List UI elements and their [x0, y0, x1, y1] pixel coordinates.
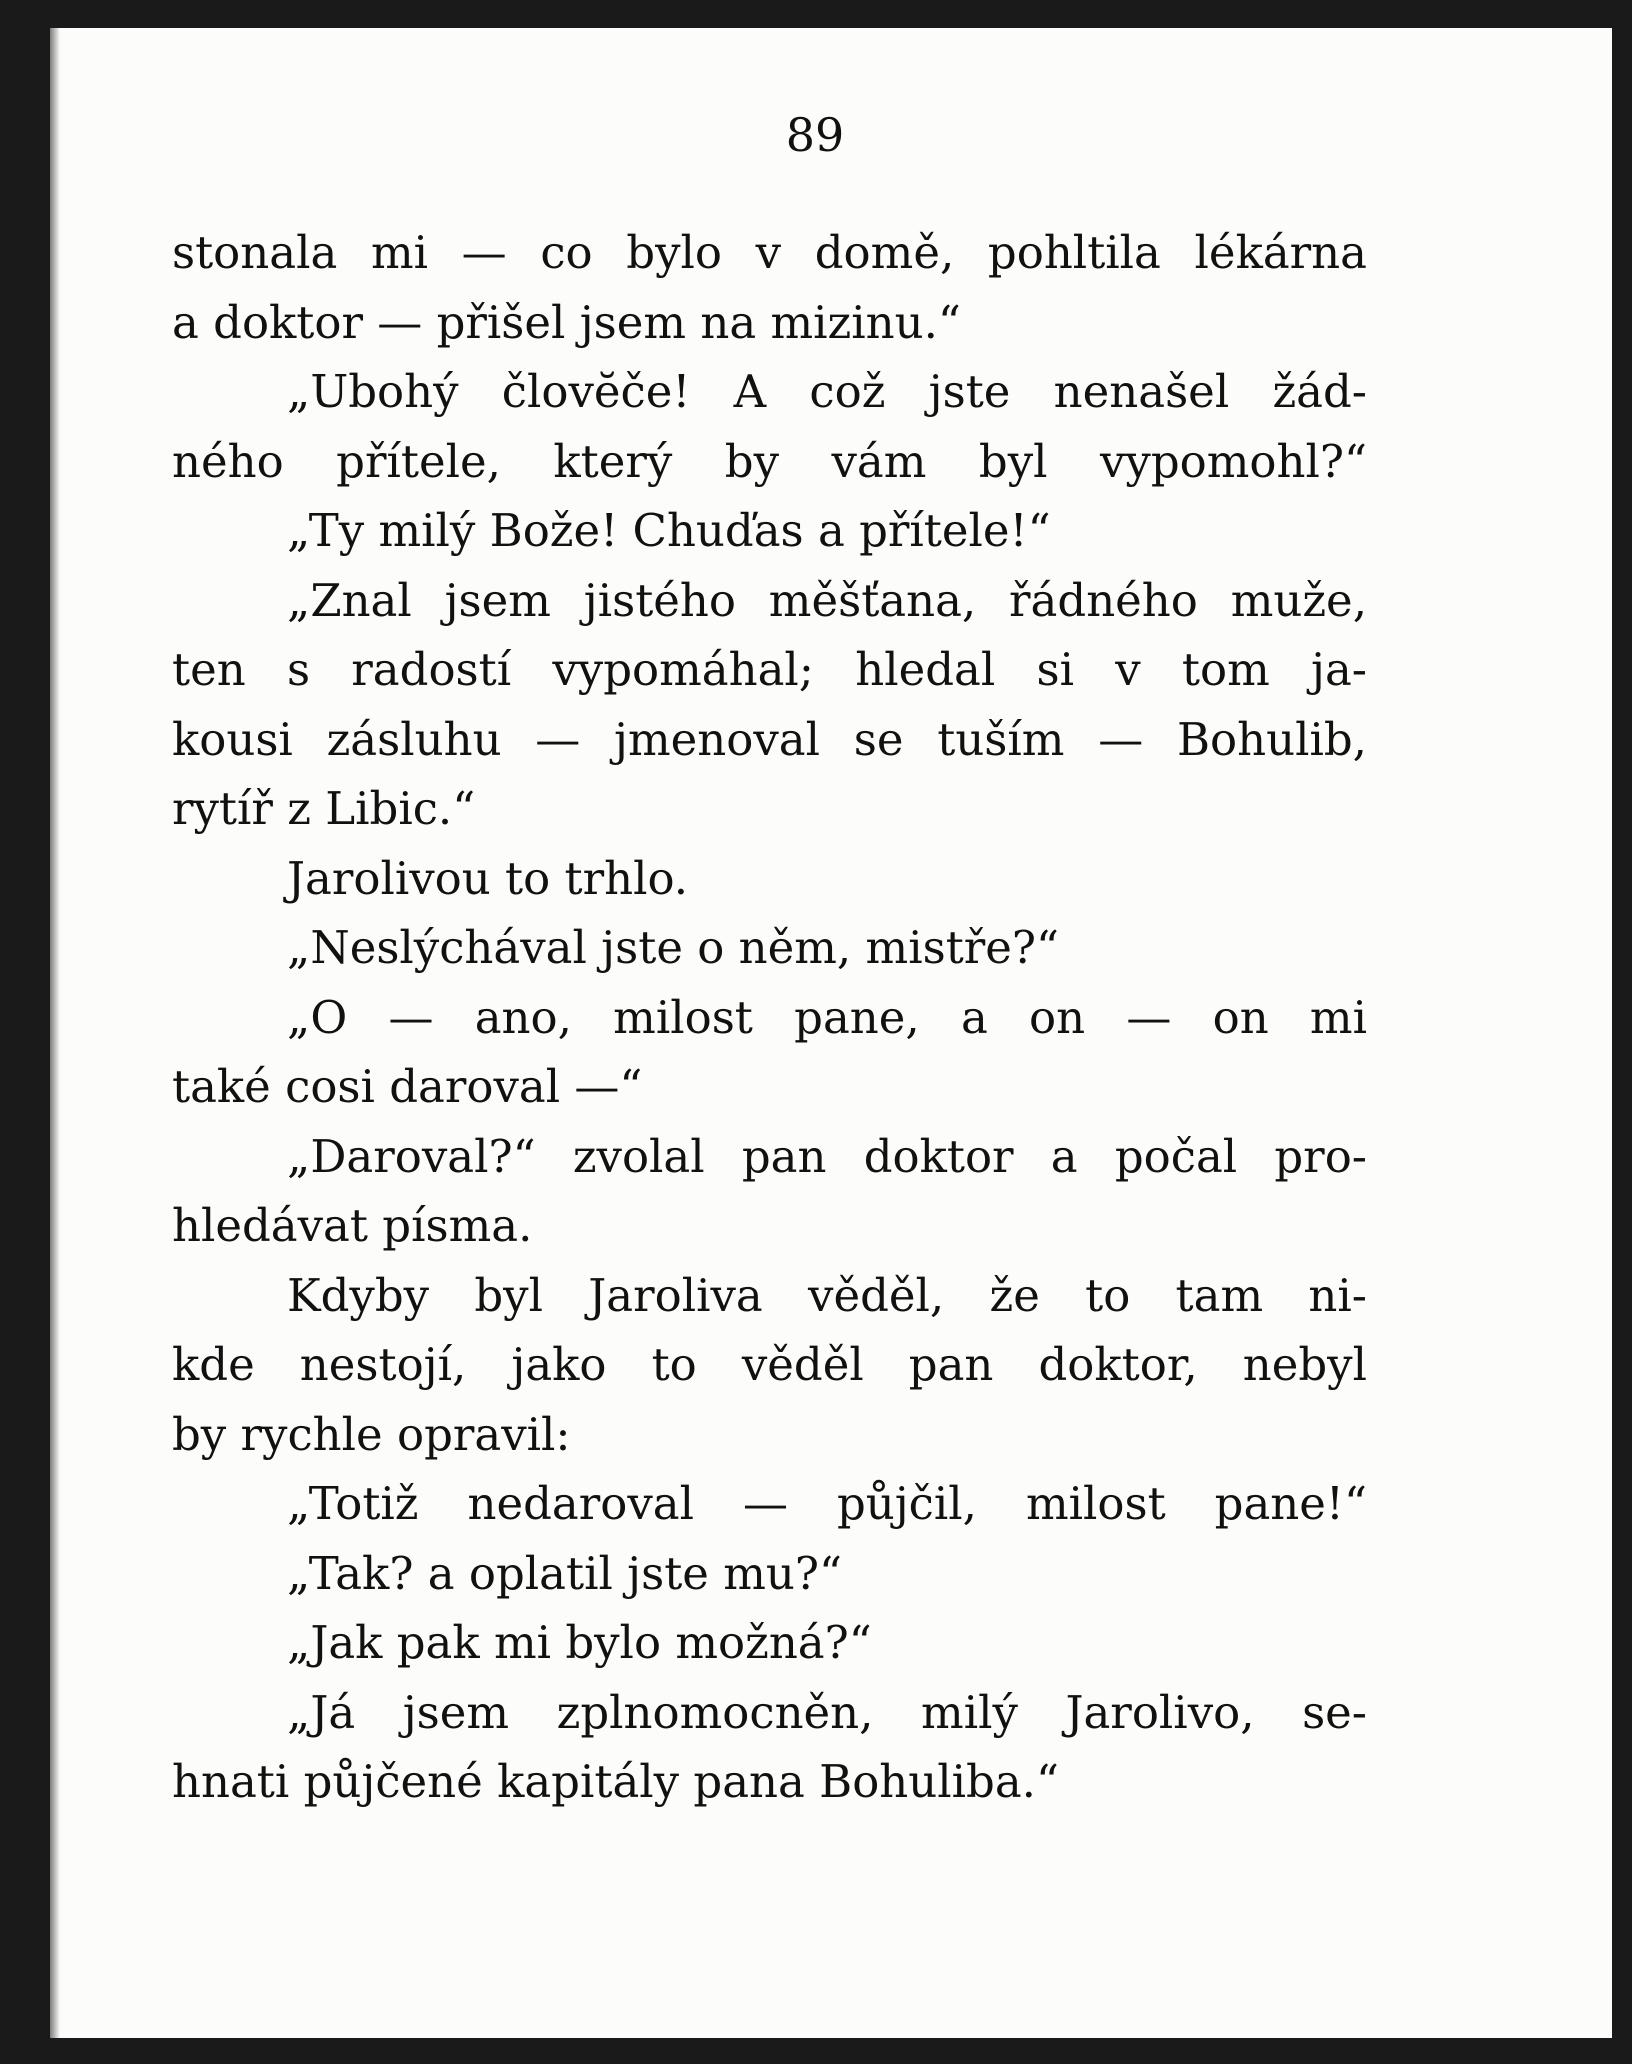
text-line: „Ubohý človĕče! A což jste nenašel žád- — [287, 365, 1367, 418]
text-line: „Já jsem zplnomocněn, milý Jarolivo, se- — [287, 1685, 1367, 1739]
text-line: „O — ano, milost pane, a on — on mi — [287, 990, 1367, 1044]
text-line: „Znal jsem jistého měšťana, řádného muže, — [287, 573, 1367, 627]
text-line: Kdyby byl Jaroliva věděl, že to tam ni- — [287, 1268, 1367, 1322]
text-line: stonala mi — co bylo v domě, pohltila lékárna — [172, 226, 1367, 279]
text-line: hnati půjčené kapitály pana Bohuliba.“ — [172, 1755, 1059, 1808]
text-line: také cosi daroval —“ — [172, 1060, 643, 1113]
text-line: kde nestojí, jako to věděl pan doktor, nebyl — [172, 1338, 1367, 1391]
text-line: „Daroval?“ zvolal pan doktor a počal pro- — [287, 1129, 1367, 1183]
text-line: by rychle opravil: — [172, 1407, 571, 1461]
text-line: „Totiž nedaroval — půjčil, milost pane!“ — [287, 1477, 1367, 1530]
book-page — [50, 28, 1612, 2038]
text-line: „Ty milý Bože! Chuďas a přítele!“ — [287, 504, 1051, 557]
text-line: Jarolivou to trhlo. — [287, 851, 689, 905]
text-line: „Neslýchával jste o něm, mistře?“ — [287, 921, 1060, 974]
text-line: kousi zásluhu — jmenoval se tuším — Bohulib, — [172, 712, 1367, 766]
text-line: „Jak pak mi bylo možná?“ — [287, 1616, 872, 1669]
text-line: ného přítele, který by vám byl vypomohl?“ — [172, 434, 1367, 488]
text-line: rytíř z Libic.“ — [172, 782, 476, 835]
page-edge-shadow — [50, 28, 60, 2038]
body-text — [172, 218, 1367, 1817]
text-line: hledávat písma. — [172, 1199, 533, 1252]
page-number: 89 — [785, 108, 845, 162]
text-line: „Tak? a oplatil jste mu?“ — [287, 1546, 843, 1600]
text-line: ten s radostí vypomáhal; hledal si v tom ja- — [172, 643, 1367, 696]
text-line: a doktor — přišel jsem na mizinu.“ — [172, 295, 961, 349]
